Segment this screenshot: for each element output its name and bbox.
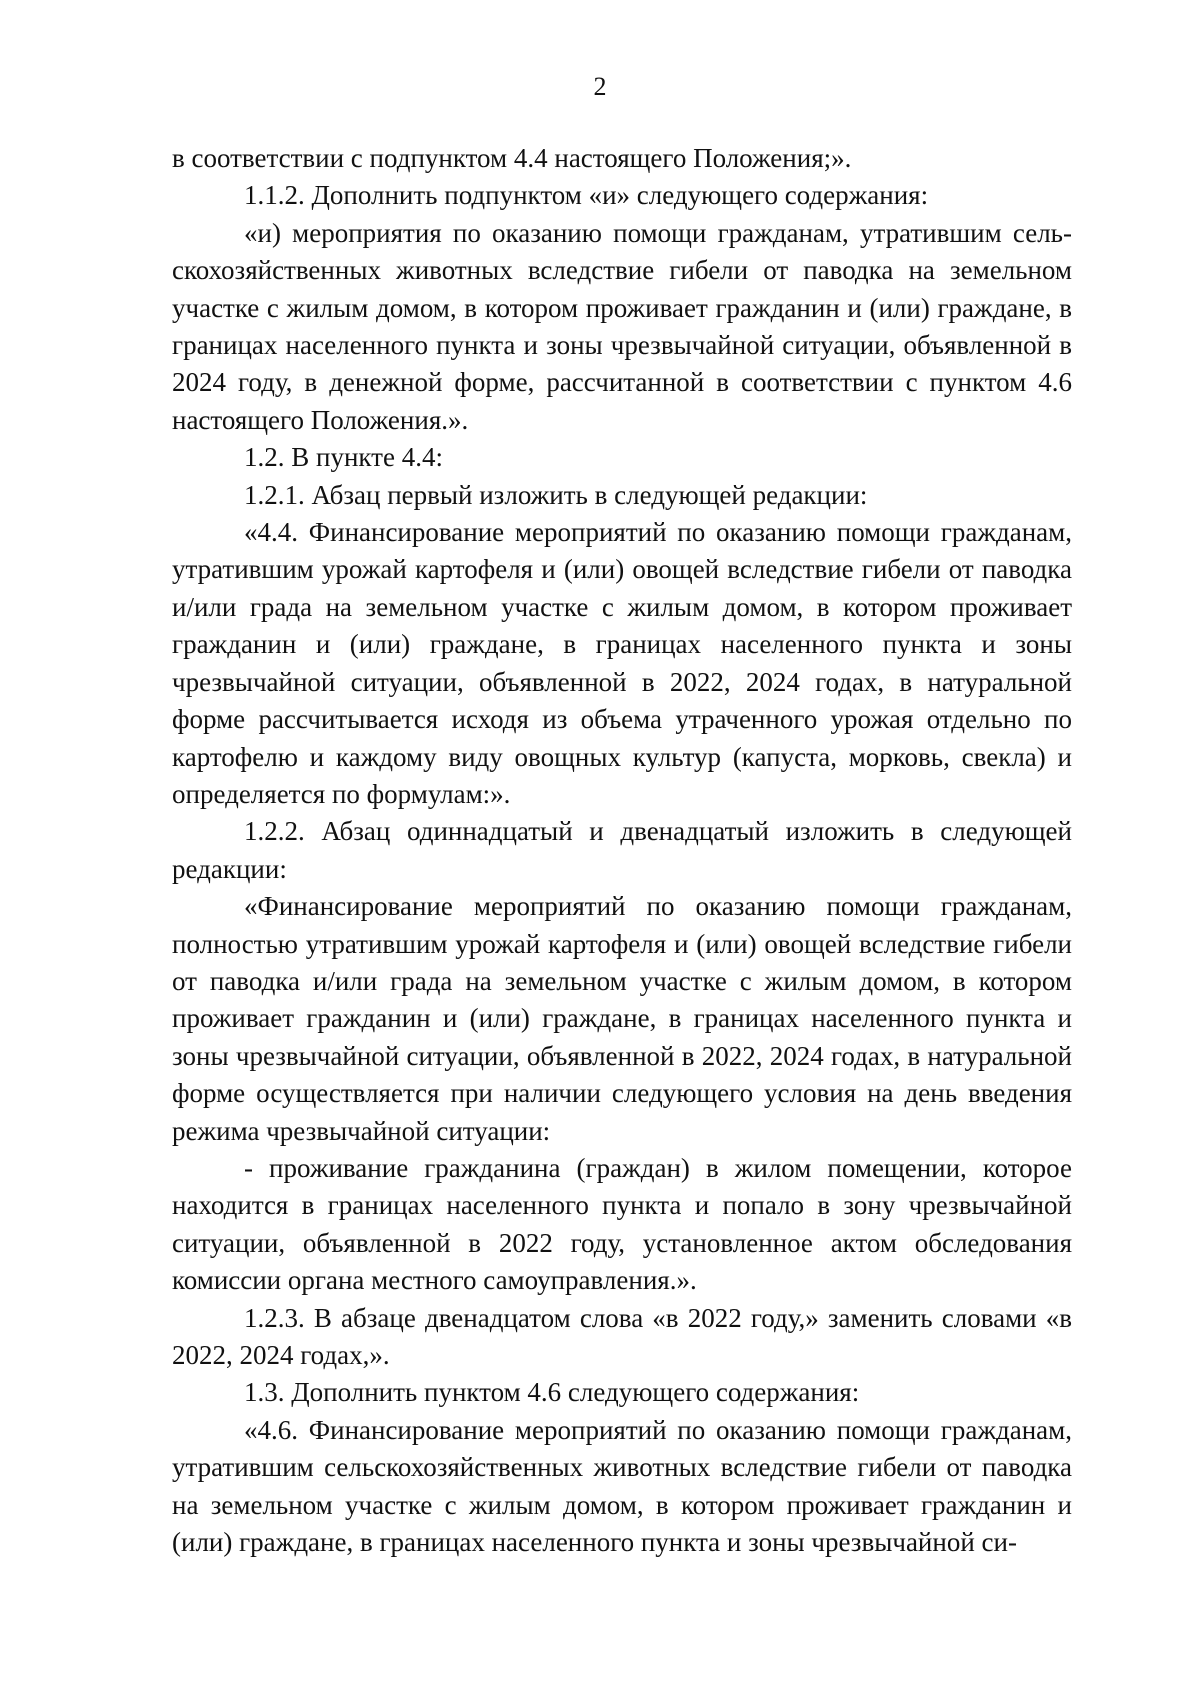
paragraph-1-2-1: 1.2.1. Абзац первый изложить в следующей редакции: [244, 479, 868, 510]
paragraph-1-1-2: 1.1.2. Дополнить подпунктом «и» следующего содержания: [244, 180, 929, 211]
document-body [172, 140, 1072, 1561]
paragraph-continuation: в соответствии с подпунктом 4.4 настоящего Положения;». [172, 143, 852, 173]
paragraph-4-4-quote: «4.4. Финансирование мероприятий по оказанию помощи гражданам, утратившим урожай картофеля и (или) овощей вследствие гибели от паводка и/или града на земельном участке с жилым домом, в котором проживает гражданин и (или) граждане, в границах населенного пункта и зоны чрезвычайной ситуации, объявленной в 2022, 2024 годах, в натуральной форме рассчитывается исходя из объема утраченного урожая отдельно по картофелю и каждому виду овощных культур (капуста, морковь, свекла) и определяется по формулам:». [172, 517, 1072, 809]
page-number: 2 [593, 72, 607, 101]
paragraph-residence-condition: - проживание гражданина (граждан) в жилом помещении, которое находится в границах населенного пункта и попало в зону чрезвычайной ситуации, объявленной в 2022 году, установленное актом обследования комиссии органа местного самоуправления.». [172, 1152, 1072, 1296]
paragraph-financing-quote: «Финансирование мероприятий по оказанию помощи гражданам, полностью утратившим урожай картофеля и (или) овощей вследствие гибели от паводка и/или града на земельном участке с жилым домом, в котором проживает гражданин и (или) граждане, в границах населенного пункта и зоны чрезвычайной ситуации, объявленной в 2022, 2024 годах, в натуральной форме осуществляется при наличии следующего условия на день введения режима чрезвычайной ситуации: [172, 891, 1072, 1146]
paragraph-subitem-i: «и) мероприятия по оказанию помощи гражданам, утратившим сельскохозяйственных животных вследствие гибели от паводка на земельном участке с жилым домом, в котором проживает гражданин и (или) граждане, в границах населенного пункта и зоны чрезвычайной ситуации, объявленной в 2024 году, в денежной форме, рассчитанной в соответствии с пунктом 4.6 настоящего Положения.». [172, 217, 1072, 435]
paragraph-1-2: 1.2. В пункте 4.4: [244, 442, 443, 473]
paragraph-1-3: 1.3. Дополнить пунктом 4.6 следующего содержания: [244, 1377, 860, 1408]
paragraph-1-2-2: 1.2.2. Абзац одиннадцатый и двенадцатый изложить в следующей редакции: [172, 816, 1072, 884]
paragraph-4-6-quote: «4.6. Финансирование мероприятий по оказанию помощи гражданам, утратившим сельскохозяйственных животных вследствие гибели от паводка на земельном участке с жилым домом, в котором проживает гражданин и (или) граждане, в границах населенного пункта и зоны чрезвычайной си- [172, 1414, 1072, 1558]
paragraph-1-2-3: 1.2.3. В абзаце двенадцатом слова «в 2022 году,» заменить словами «в 2022, 2024 годах,». [172, 1302, 1072, 1370]
